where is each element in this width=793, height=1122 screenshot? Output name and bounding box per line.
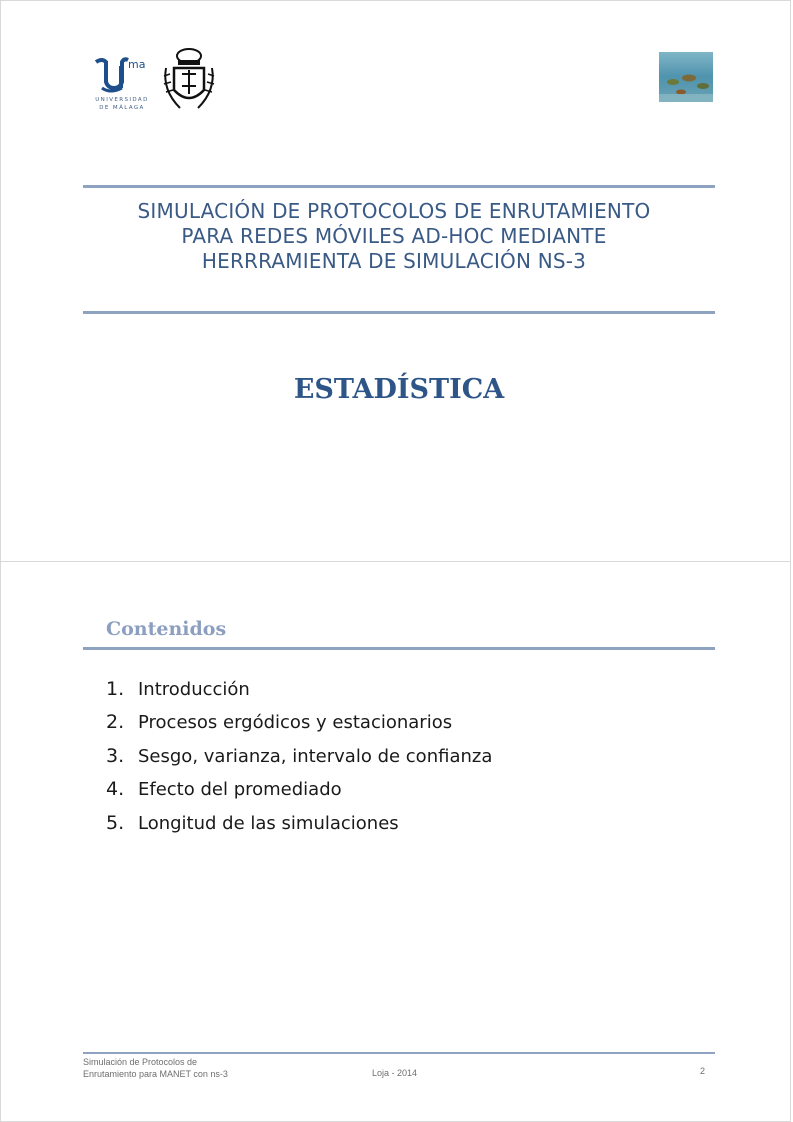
crest-icon bbox=[160, 46, 218, 114]
item-number: 4. bbox=[106, 778, 125, 801]
faculty-seal bbox=[160, 46, 218, 114]
footer-place-date: Loja - 2014 bbox=[372, 1068, 418, 1078]
university-logo bbox=[92, 52, 152, 118]
item-number: 1. bbox=[106, 678, 125, 700]
footer-title: Simulación de Protocolos de Enrutamiento para MANET con ns-3 bbox=[83, 1057, 228, 1079]
university-name: UNIVERSIDAD DE MÁLAGA bbox=[95, 97, 149, 111]
ocean-photo bbox=[659, 52, 713, 102]
title-top-rule bbox=[83, 185, 715, 188]
contents-list bbox=[106, 678, 492, 845]
list-item bbox=[106, 812, 492, 845]
footer-rule bbox=[83, 1052, 715, 1054]
page-number: 2 bbox=[700, 1066, 706, 1076]
list-item bbox=[106, 678, 492, 711]
item-text: Procesos ergódicos y estacionarios bbox=[138, 712, 453, 734]
item-number: 5. bbox=[106, 811, 125, 834]
svg-text:ma: ma bbox=[128, 58, 146, 71]
item-text: Introducción bbox=[138, 679, 250, 700]
item-text: Efecto del promediado bbox=[138, 779, 342, 801]
list-item bbox=[106, 745, 492, 778]
title-line-2: PARA REDES MÓVILES AD-HOC MEDIANTE bbox=[181, 224, 607, 248]
contents-rule bbox=[83, 647, 715, 650]
item-number: 2. bbox=[106, 711, 125, 734]
item-number: 3. bbox=[106, 744, 125, 767]
list-item bbox=[106, 778, 492, 811]
presentation-title bbox=[83, 199, 705, 274]
section-title: ESTADÍSTICA bbox=[293, 374, 505, 405]
turtle-photo-icon bbox=[659, 52, 713, 102]
item-text: Longitud de las simulaciones bbox=[138, 812, 399, 834]
title-line-3: HERRRAMIENTA DE SIMULACIÓN NS-3 bbox=[201, 249, 587, 273]
item-text: Sesgo, varianza, intervalo de confianza bbox=[138, 745, 493, 767]
list-item bbox=[106, 711, 492, 744]
contents-heading: Contenidos bbox=[106, 618, 227, 640]
title-line-1: SIMULACIÓN DE PROTOCOLOS DE ENRUTAMIENTO bbox=[137, 199, 651, 223]
title-bottom-rule bbox=[83, 311, 715, 314]
uma-logo-icon bbox=[92, 52, 152, 96]
